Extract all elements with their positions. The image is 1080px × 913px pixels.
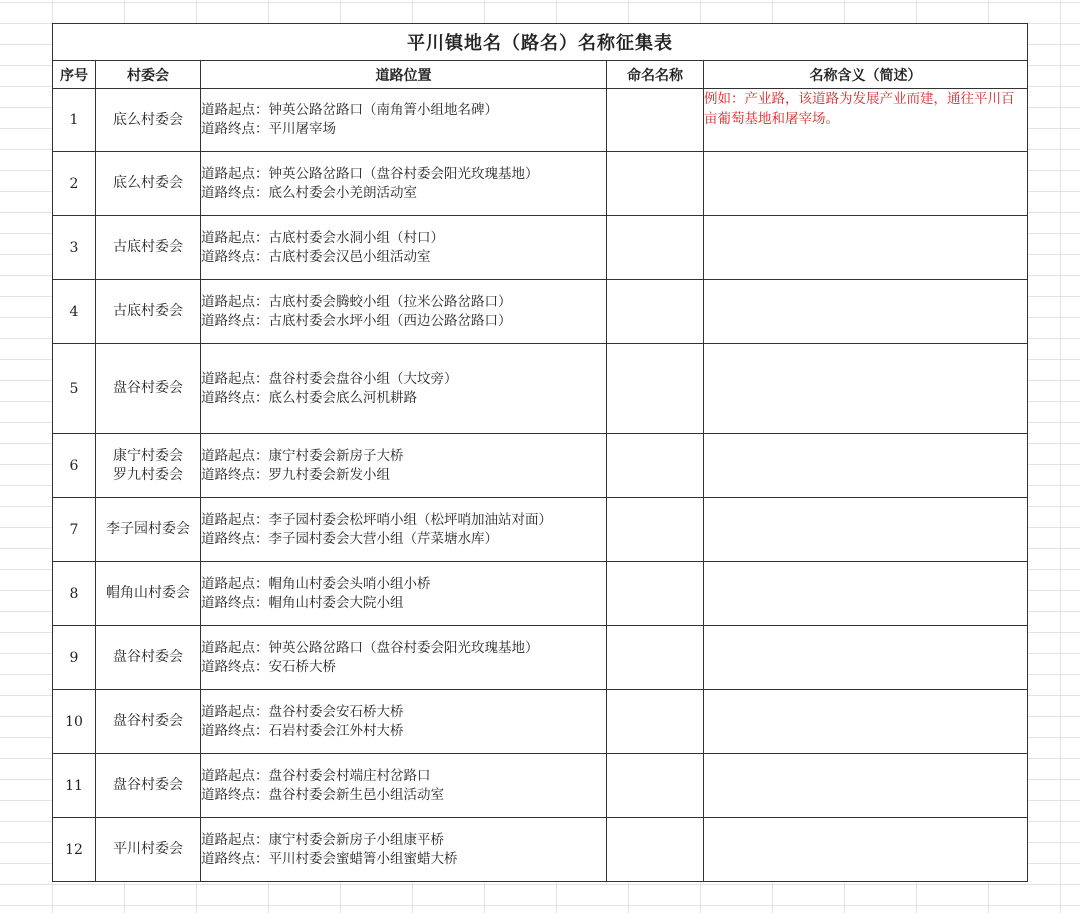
meaning-cell[interactable]: 例如：产业路，该道路为发展产业而建，通往平川百亩葡萄基地和屠宰场。 <box>704 89 1028 152</box>
naming-cell[interactable] <box>607 216 704 280</box>
village-cell[interactable] <box>96 152 201 216</box>
meaning-cell[interactable] <box>704 216 1028 280</box>
table-row <box>53 818 1028 882</box>
location-cell[interactable] <box>201 754 607 818</box>
village-cell[interactable] <box>96 818 201 882</box>
location-cell[interactable] <box>201 690 607 754</box>
road-start-point: 道路起点：钟英公路岔路口（盘谷村委会阳光玫瑰基地） <box>201 639 539 656</box>
seq-cell[interactable]: 3 <box>53 216 96 280</box>
meaning-cell[interactable] <box>704 562 1028 626</box>
road-end-point: 道路终点：盘谷村委会新生邑小组活动室 <box>201 786 444 803</box>
village-name: 盘谷村委会 <box>113 777 183 793</box>
road-start-point: 道路起点：康宁村委会新房子小组康平桥 <box>201 831 444 848</box>
location-cell[interactable] <box>201 89 607 152</box>
table-row <box>53 89 1028 152</box>
road-end-point: 道路终点：帽角山村委会大院小组 <box>201 594 404 611</box>
naming-cell[interactable] <box>607 152 704 216</box>
road-start-point: 道路起点：康宁村委会新房子大桥 <box>201 447 404 464</box>
table-row <box>53 690 1028 754</box>
seq-cell[interactable]: 9 <box>53 626 96 690</box>
village-name: 底么村委会 <box>113 175 183 191</box>
village-name: 李子园村委会 <box>106 521 190 537</box>
location-cell[interactable] <box>201 626 607 690</box>
naming-cell[interactable] <box>607 89 704 152</box>
naming-collection-table <box>52 23 1028 882</box>
table-row <box>53 434 1028 498</box>
village-cell[interactable] <box>96 754 201 818</box>
location-cell[interactable] <box>201 818 607 882</box>
naming-cell[interactable] <box>607 344 704 434</box>
naming-cell[interactable] <box>607 434 704 498</box>
location-cell[interactable] <box>201 152 607 216</box>
village-cell[interactable] <box>96 280 201 344</box>
seq-cell[interactable]: 7 <box>53 498 96 562</box>
seq-cell[interactable]: 12 <box>53 818 96 882</box>
location-cell[interactable] <box>201 434 607 498</box>
village-name: 古底村委会 <box>113 303 183 319</box>
road-start-point: 道路起点：盘谷村委会村端庄村岔路口 <box>201 767 431 784</box>
meaning-cell[interactable] <box>704 754 1028 818</box>
village-name: 盘谷村委会 <box>113 713 183 729</box>
road-start-point: 道路起点：钟英公路岔路口（盘谷村委会阳光玫瑰基地） <box>201 165 539 182</box>
seq-cell[interactable]: 8 <box>53 562 96 626</box>
village-name: 底么村委会 <box>113 111 183 128</box>
seq-cell[interactable]: 2 <box>53 152 96 216</box>
header-seq[interactable]: 序号 <box>53 61 96 89</box>
seq-cell[interactable]: 10 <box>53 690 96 754</box>
table-title: 平川镇地名（路名）名称征集表 <box>53 24 1028 61</box>
meaning-cell[interactable] <box>704 344 1028 434</box>
meaning-cell[interactable] <box>704 690 1028 754</box>
road-end-point: 道路终点：平川村委会蜜蜡箐小组蜜蜡大桥 <box>201 850 458 867</box>
header-naming[interactable]: 命名名称 <box>607 61 704 89</box>
road-end-point: 道路终点：底么村委会小羌朗活动室 <box>201 184 417 201</box>
naming-cell[interactable] <box>607 562 704 626</box>
village-cell[interactable] <box>96 89 201 152</box>
meaning-cell[interactable] <box>704 818 1028 882</box>
table-row <box>53 280 1028 344</box>
meaning-cell[interactable] <box>704 152 1028 216</box>
road-start-point: 道路起点：盘谷村委会盘谷小组（大坟旁） <box>201 370 458 387</box>
table-row <box>53 562 1028 626</box>
seq-cell[interactable]: 5 <box>53 344 96 434</box>
meaning-cell[interactable] <box>704 626 1028 690</box>
village-name: 帽角山村委会 <box>106 585 190 601</box>
location-cell[interactable] <box>201 344 607 434</box>
road-start-point: 道路起点：帽角山村委会头哨小组小桥 <box>201 575 431 592</box>
naming-cell[interactable] <box>607 818 704 882</box>
table-row <box>53 498 1028 562</box>
village-cell[interactable] <box>96 434 201 498</box>
road-end-point: 道路终点：安石桥大桥 <box>201 658 336 675</box>
road-start-point: 道路起点：李子园村委会松坪哨小组（松坪哨加油站对面） <box>201 511 552 528</box>
road-end-point: 道路终点：古底村委会汉邑小组活动室 <box>201 248 431 265</box>
naming-cell[interactable] <box>607 498 704 562</box>
header-location[interactable]: 道路位置 <box>201 61 607 89</box>
village-name: 平川村委会 <box>113 841 183 857</box>
village-cell[interactable] <box>96 216 201 280</box>
header-village[interactable]: 村委会 <box>96 61 201 89</box>
table-row <box>53 754 1028 818</box>
naming-cell[interactable] <box>607 280 704 344</box>
header-meaning[interactable]: 名称含义（简述） <box>704 61 1028 89</box>
village-name: 康宁村委会 <box>113 447 183 464</box>
road-start-point: 道路起点：古底村委会腾蛟小组（拉米公路岔路口） <box>201 293 512 310</box>
village-cell[interactable] <box>96 626 201 690</box>
table-row <box>53 344 1028 434</box>
seq-cell[interactable]: 11 <box>53 754 96 818</box>
village-cell[interactable] <box>96 344 201 434</box>
village-name: 盘谷村委会 <box>113 380 183 396</box>
location-cell[interactable] <box>201 280 607 344</box>
road-end-point: 道路终点：石岩村委会江外村大桥 <box>201 722 404 739</box>
table-row <box>53 626 1028 690</box>
table-row <box>53 216 1028 280</box>
road-end-point: 道路终点：李子园村委会大营小组（芹菜塘水库） <box>201 530 498 547</box>
road-end-point: 道路终点：平川屠宰场 <box>201 121 336 137</box>
road-end-point: 道路终点：古底村委会水坪小组（西边公路岔路口） <box>201 312 512 329</box>
meaning-cell[interactable] <box>704 280 1028 344</box>
seq-cell[interactable]: 6 <box>53 434 96 498</box>
road-start-point: 道路起点：盘谷村委会安石桥大桥 <box>201 703 404 720</box>
table-row <box>53 152 1028 216</box>
naming-cell[interactable] <box>607 626 704 690</box>
village-name: 盘谷村委会 <box>113 649 183 665</box>
meaning-cell[interactable] <box>704 498 1028 562</box>
road-end-point: 道路终点：底么村委会底么河机耕路 <box>201 389 417 406</box>
village-name: 罗九村委会 <box>113 466 183 483</box>
village-name: 古底村委会 <box>113 239 183 255</box>
location-cell[interactable] <box>201 562 607 626</box>
location-cell[interactable] <box>201 216 607 280</box>
meaning-cell[interactable] <box>704 434 1028 498</box>
location-cell[interactable] <box>201 498 607 562</box>
seq-cell[interactable]: 1 <box>53 89 96 152</box>
seq-cell[interactable]: 4 <box>53 280 96 344</box>
naming-cell[interactable] <box>607 754 704 818</box>
village-cell[interactable] <box>96 690 201 754</box>
road-end-point: 道路终点：罗九村委会新发小组 <box>201 466 390 483</box>
road-start-point: 道路起点：钟英公路岔路口（南角箐小组地名碑） <box>201 102 498 118</box>
road-start-point: 道路起点：古底村委会水洞小组（村口） <box>201 229 444 246</box>
naming-cell[interactable] <box>607 690 704 754</box>
village-cell[interactable] <box>96 498 201 562</box>
village-cell[interactable] <box>96 562 201 626</box>
